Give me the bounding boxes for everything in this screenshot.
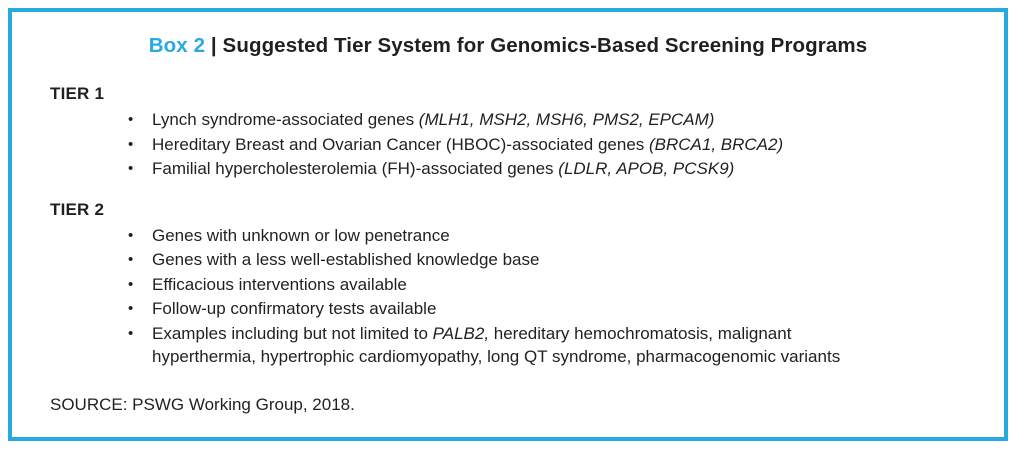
box-title-separator: | [210, 34, 217, 57]
list-item [46, 157, 970, 181]
list-item-text-after: hereditary hemochromatosis, malignant [489, 323, 792, 343]
tier-1-list [46, 108, 970, 181]
list-item-text-line2: hyperthermia, hypertrophic cardiomyopathy, long QT syndrome, pharmacogenomic variants [152, 347, 841, 366]
bullet-icon: • [128, 324, 134, 342]
list-item-text: Genes with a less well-established knowledge base [152, 250, 540, 269]
tier-2-heading: TIER 2 [50, 199, 105, 219]
tier-1-heading: TIER 1 [50, 84, 105, 103]
bullet-icon: • [128, 251, 134, 268]
box-container [8, 8, 1008, 441]
list-item [46, 248, 970, 272]
list-item-genes: (BRCA1, BRCA2) [649, 134, 784, 154]
list-item [46, 322, 970, 369]
list-item-genes: (LDLR, APOB, PCSK9) [558, 159, 735, 178]
bullet-icon: • [128, 160, 134, 177]
list-item [46, 133, 970, 157]
list-item [46, 297, 970, 321]
source-note: SOURCE: PSWG Working Group, 2018. [50, 394, 355, 414]
list-item [46, 273, 970, 297]
list-item-text: Efficacious interventions available [152, 274, 407, 294]
list-item [46, 224, 970, 248]
box-heading: Suggested Tier System for Genomics-Based Screening Programs [222, 34, 868, 57]
list-item [46, 108, 970, 132]
tier-2-list [46, 224, 970, 369]
box-label: Box 2 [148, 34, 206, 57]
tier-spacer [46, 182, 970, 200]
list-item-genes: PALB2, [432, 323, 490, 343]
bullet-icon: • [128, 275, 134, 293]
list-item-text: Hereditary Breast and Ovarian Cancer (HBOC)-associated genes [152, 134, 649, 154]
box-inner [12, 12, 1004, 415]
box-title [46, 34, 970, 58]
list-item-text: Familial hypercholesterolemia (FH)-associated genes [152, 159, 559, 178]
bullet-icon: • [128, 135, 134, 153]
list-item-text: Lynch syndrome-associated genes [152, 110, 419, 129]
list-item-genes: (MLH1, MSH2, MSH6, PMS2, EPCAM) [418, 110, 715, 129]
list-item-text: Genes with unknown or low penetrance [152, 225, 450, 245]
list-item-text: Follow-up confirmatory tests available [152, 299, 437, 318]
list-item-text: Examples including but not limited to [152, 323, 433, 343]
bullet-icon: • [128, 111, 134, 128]
bullet-icon: • [128, 300, 134, 317]
bullet-icon: • [128, 226, 134, 244]
